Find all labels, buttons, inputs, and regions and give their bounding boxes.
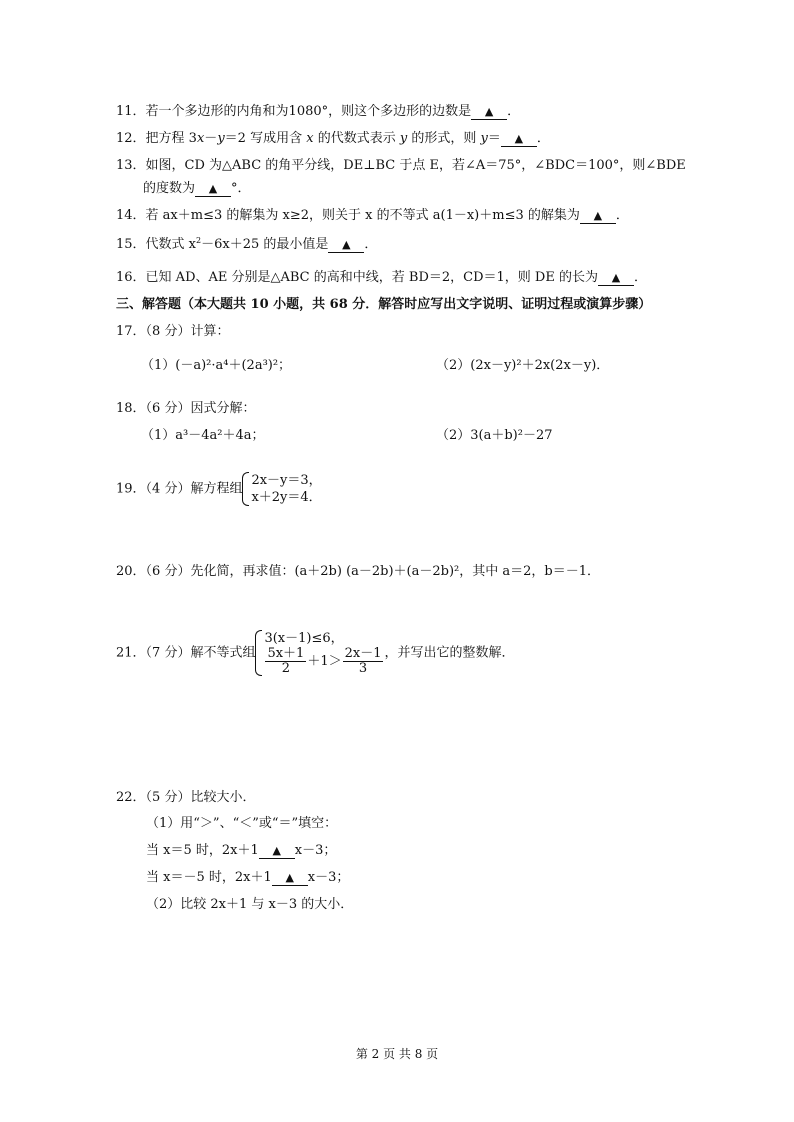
question-15 xyxy=(116,237,377,253)
question-text: 已知 AD、AE 分别是△ABC 的高和中线，若 BD＝2，CD＝1，则 DE 的长为 xyxy=(145,270,598,285)
question-19 xyxy=(116,472,322,506)
question-20: 20．（6 分）先化简，再求值：(a＋2b) (a－2b)＋(a－2b)²，其中 a＝2，b＝－1． xyxy=(116,564,600,579)
question-text: 当 x＝5 时，2x＋1 xyxy=(146,843,259,858)
question-number: 11． xyxy=(116,104,146,119)
question-text: 若 ax＋m≤3 的解集为 x≥2，则关于 x 的不等式 a(1－x)＋m≤3 的解集为 xyxy=(145,208,580,223)
question-17-part1: （1）(－a)²·a⁴＋(2a³)²； xyxy=(141,358,292,373)
question-text: －6x＋25 的最小值是 xyxy=(201,237,329,252)
var-y: y xyxy=(480,131,488,146)
question-text: 若一个多边形的内角和为1080°，则这个多边形的边数是 xyxy=(145,104,472,119)
punctuation: ． xyxy=(615,208,629,223)
question-22-case2 xyxy=(146,870,349,886)
question-text: ，并写出它的整数解． xyxy=(384,645,515,661)
question-text: x－3； xyxy=(307,870,350,885)
question-number: 15． xyxy=(116,237,146,252)
question-22-part1: （1）用“＞”、“＜”或“＝”填空： xyxy=(146,816,338,831)
question-number: 12． xyxy=(116,131,146,146)
question-18-head: 18．（6 分）因式分解： xyxy=(116,401,256,416)
answer-blank: ▲ xyxy=(598,271,634,286)
denominator: 2 xyxy=(281,661,291,676)
question-text: x－3； xyxy=(294,843,337,858)
var-y: y xyxy=(217,131,225,146)
question-number: 16． xyxy=(116,270,146,285)
question-text: 如图，CD 为△ABC 的角平分线，DE⊥BC 于点 E，若∠A＝75°，∠BDC＝100°，则∠BDE xyxy=(145,158,686,173)
question-12 xyxy=(116,131,550,147)
equation-2: x＋2y＝4． xyxy=(251,490,322,505)
question-text: 19．（4 分）解方程组 xyxy=(116,481,243,497)
answer-blank: ▲ xyxy=(272,871,308,886)
text-part: 的代数式表示 xyxy=(317,131,396,146)
punctuation: ． xyxy=(536,131,550,146)
question-13 xyxy=(116,158,686,174)
punctuation: °． xyxy=(231,181,251,196)
inequality-1: 3(x－1)≤6， xyxy=(264,631,344,646)
text-part: ＝2 写成用含 xyxy=(224,131,303,146)
text-part: － xyxy=(204,131,218,146)
question-21 xyxy=(116,630,515,676)
text-part: ＝ xyxy=(487,131,501,146)
question-14 xyxy=(116,208,629,224)
text-part: 把方程 3 xyxy=(145,131,197,146)
question-text: 代数式 x xyxy=(145,237,197,252)
equation-1: 2x－y＝3， xyxy=(251,473,322,488)
operator: ＋1＞ xyxy=(307,654,342,669)
var-x: x xyxy=(306,131,314,146)
question-11 xyxy=(116,104,520,120)
brace-symbol xyxy=(255,630,262,676)
answer-blank: ▲ xyxy=(471,105,507,120)
numerator: 2x－1 xyxy=(344,646,382,661)
var-x: x xyxy=(196,131,205,146)
answer-blank: ▲ xyxy=(259,844,295,859)
question-17-part2: （2）(2x－y)²＋2x(2x－y)． xyxy=(436,358,610,373)
punctuation: ． xyxy=(507,104,521,119)
inequality-2 xyxy=(264,647,384,676)
question-18-part2: （2）3(a＋b)²－27 xyxy=(436,428,553,443)
fraction xyxy=(343,647,384,676)
answer-blank: ▲ xyxy=(580,209,616,224)
question-22-head: 22．（5 分）比较大小． xyxy=(116,790,256,805)
superscript: 2 xyxy=(196,236,202,245)
section-heading: 三、解答题（本大题共 10 小题，共 68 分．解答时应写出文字说明、证明过程或演算步骤） xyxy=(116,297,652,312)
question-text: 的度数为 xyxy=(143,181,196,196)
question-22-part2: （2）比较 2x＋1 与 x－3 的大小． xyxy=(146,897,354,912)
question-16 xyxy=(116,270,647,286)
inequality-system xyxy=(255,630,384,676)
denominator: 3 xyxy=(358,661,368,676)
question-18-part1: （1）a³－4a²＋4a； xyxy=(141,428,265,443)
question-text: 当 x＝－5 时，2x＋1 xyxy=(146,870,272,885)
equation-system xyxy=(242,472,321,506)
punctuation: ． xyxy=(633,270,647,285)
question-17-head: 17．（8 分）计算： xyxy=(116,324,230,339)
question-number: 14． xyxy=(116,208,146,223)
text-part: 的形式，则 xyxy=(411,131,477,146)
numerator: 5x＋1 xyxy=(267,646,305,661)
punctuation: ． xyxy=(364,237,378,252)
question-22-case1 xyxy=(146,843,336,859)
page-number: 第 2 页 共 8 页 xyxy=(355,1047,439,1061)
answer-blank: ▲ xyxy=(195,182,231,197)
question-text: 21．（7 分）解不等式组 xyxy=(116,645,256,661)
question-13-line2 xyxy=(143,181,251,197)
answer-blank: ▲ xyxy=(501,132,537,147)
answer-blank: ▲ xyxy=(328,238,364,253)
brace-symbol xyxy=(242,472,249,506)
fraction xyxy=(265,647,306,676)
var-y: y xyxy=(399,131,408,146)
question-number: 13． xyxy=(116,158,146,173)
